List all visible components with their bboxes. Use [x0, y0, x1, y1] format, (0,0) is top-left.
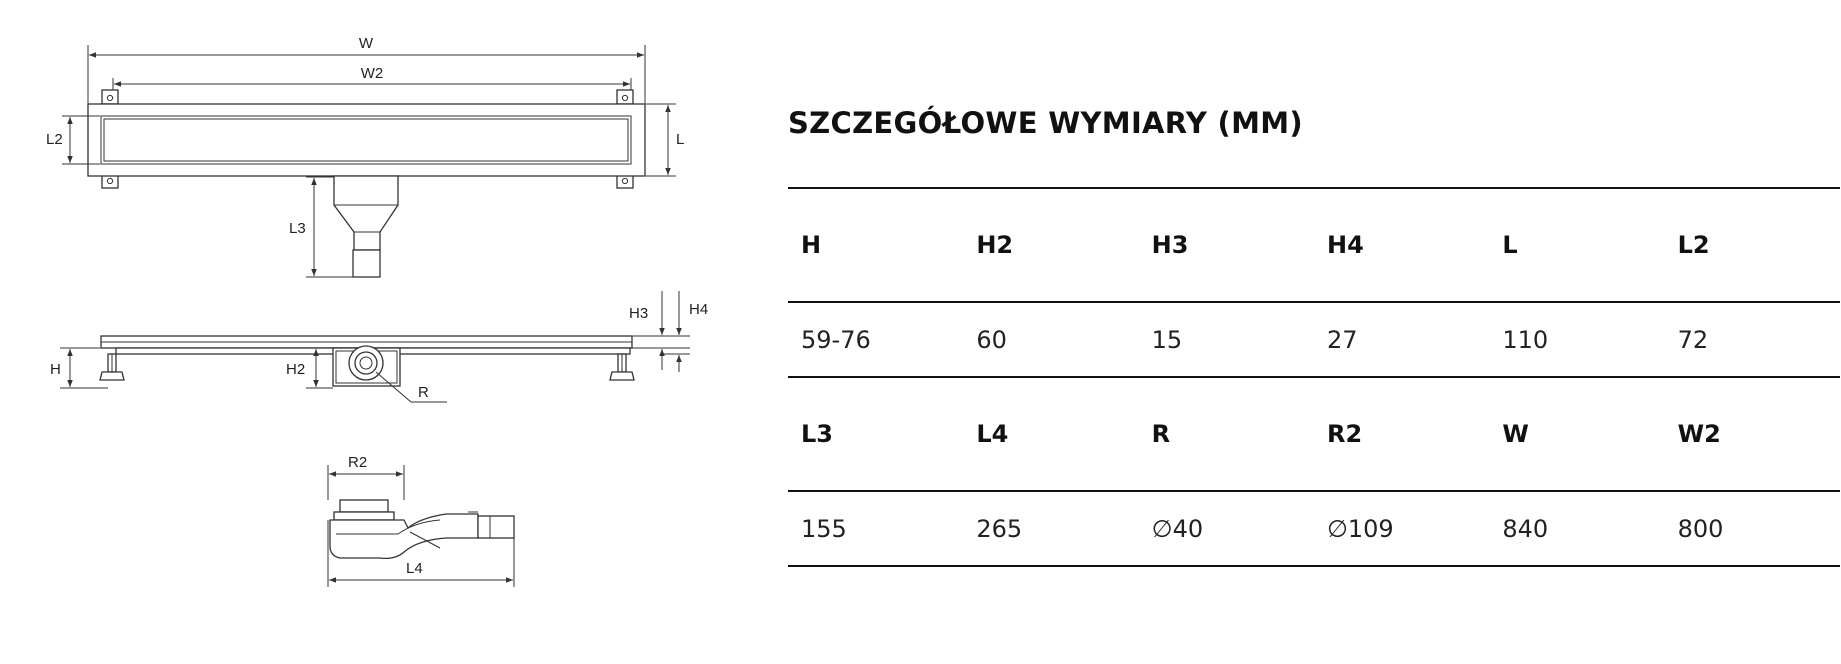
- table-value-cell: 27: [1326, 325, 1358, 354]
- table-header-cell: H3: [1151, 231, 1189, 259]
- table-value-cell: 155: [801, 514, 847, 543]
- dim-label-r2: R2: [348, 454, 368, 471]
- table-header-cell: W2: [1677, 420, 1721, 448]
- table-value-cell: 800: [1677, 514, 1724, 543]
- table-value-cell: 110: [1502, 325, 1549, 354]
- dimensions-table: [788, 187, 1840, 567]
- table-value-cell: 15: [1151, 325, 1183, 354]
- table-header-cell: L4: [976, 420, 1009, 448]
- table-header-cell: R: [1151, 420, 1171, 448]
- dim-label-l4: L4: [406, 560, 423, 577]
- table-header-cell: H: [801, 231, 822, 259]
- dim-label-l3: L3: [289, 220, 306, 237]
- top-view: [46, 35, 684, 277]
- dim-label-l2: L2: [46, 131, 63, 148]
- table-value-row: [788, 302, 1840, 377]
- dim-label-h: H: [50, 361, 61, 378]
- dim-label-h4: H4: [689, 301, 709, 318]
- table-value-cell: 840: [1502, 514, 1549, 543]
- dim-label-h3: H3: [629, 305, 649, 322]
- dim-label-l: L: [676, 131, 685, 148]
- table-value-cell: 59-76: [801, 325, 871, 354]
- table-header-cell: R2: [1326, 420, 1363, 448]
- specs-title: SZCZEGÓŁOWE WYMIARY (MM): [788, 106, 1303, 140]
- dim-label-w: W: [358, 35, 374, 52]
- table-header-cell: H2: [976, 231, 1014, 259]
- table-value-cell: ∅40: [1151, 514, 1204, 543]
- table-value-cell: 72: [1677, 325, 1709, 354]
- dim-label-r: R: [418, 384, 429, 401]
- table-value-cell: 265: [976, 514, 1023, 543]
- table-value-row: [788, 491, 1840, 566]
- table-header-row: [788, 188, 1840, 302]
- table-header-cell: L3: [801, 420, 833, 448]
- table-header-cell: H4: [1326, 231, 1364, 259]
- table-header-row: [788, 377, 1840, 491]
- side-view: [50, 291, 708, 402]
- table-value-cell: 60: [976, 325, 1007, 354]
- table-value-cell: ∅109: [1326, 514, 1394, 543]
- table-header-cell: L2: [1677, 231, 1710, 259]
- siphon-view: [328, 454, 514, 587]
- table-header-cell: L: [1502, 231, 1518, 259]
- dim-label-h2: H2: [286, 361, 306, 378]
- table-header-cell: W: [1502, 420, 1529, 448]
- technical-drawing: [0, 0, 720, 664]
- dim-label-w2: W2: [360, 65, 384, 82]
